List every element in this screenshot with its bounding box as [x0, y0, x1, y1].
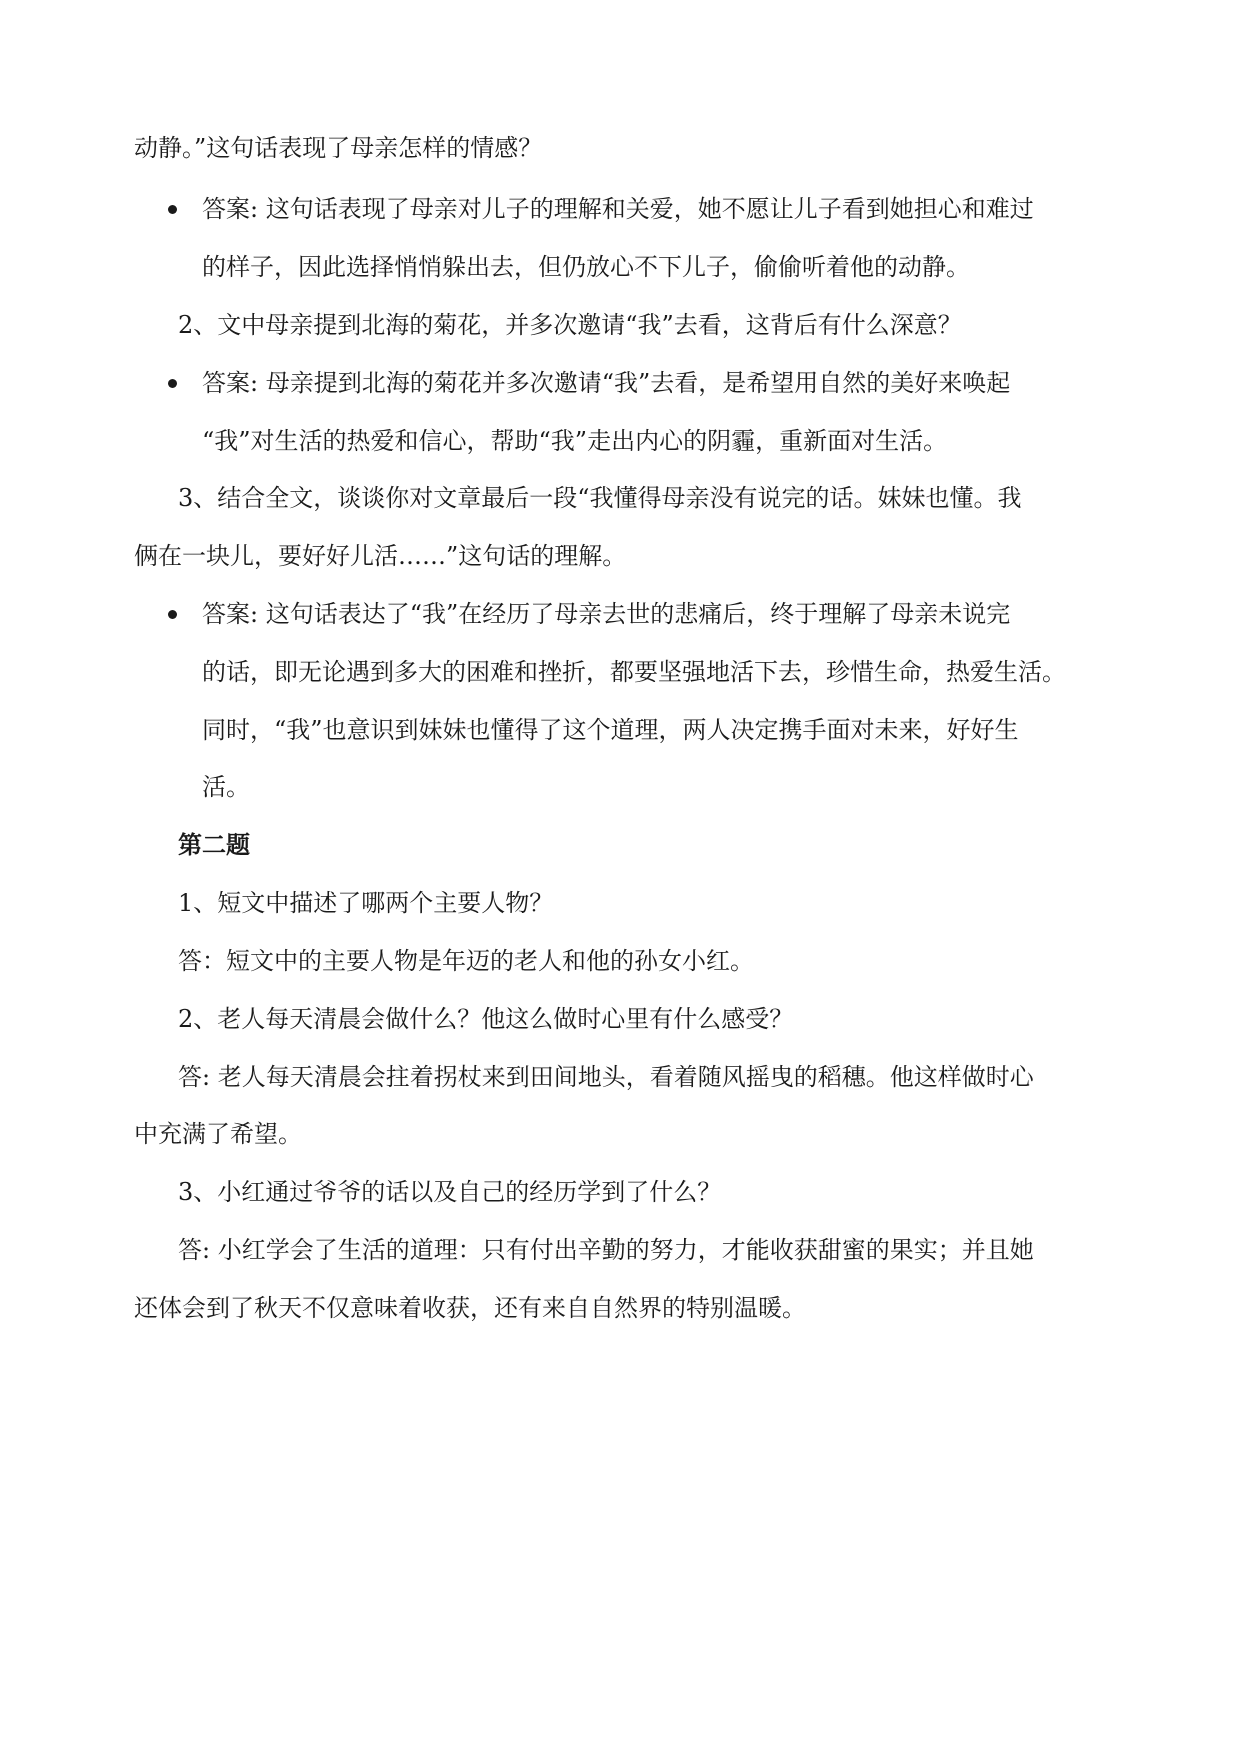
s2-answer-2-line-2: 中充满了希望。	[134, 1120, 302, 1148]
section-heading: 第二题	[178, 830, 250, 859]
answer-3-line-4: 活。	[202, 773, 250, 801]
answer-2-line-1: 答案: 母亲提到北海的菊花并多次邀请“我”去看，是希望用自然的美好来唤起	[202, 369, 1011, 397]
s2-question-3: 3、小红通过爷爷的话以及自己的经历学到了什么？	[178, 1178, 722, 1206]
question-3-line-1: 3、结合全文，谈谈你对文章最后一段“我懂得母亲没有说完的话。妹妹也懂。我	[178, 484, 1022, 512]
answer-3-line-1: 答案: 这句话表达了“我”在经历了母亲去世的悲痛后，终于理解了母亲未说完	[202, 600, 1011, 628]
answer-2-line-2: “我”对生活的热爱和信心，帮助“我”走出内心的阴霾，重新面对生活。	[202, 427, 948, 455]
s2-question-2: 2、老人每天清晨会做什么？他这么做时心里有什么感受？	[178, 1005, 794, 1033]
answer-3-line-2: 的话，即无论遇到多大的困难和挫折，都要坚强地活下去，珍惜生命，热爱生活。	[202, 658, 1066, 686]
answer-3-line-3: 同时，“我”也意识到妹妹也懂得了这个道理，两人决定携手面对未来，好好生	[202, 716, 1019, 744]
s2-answer-2-line-1: 答: 老人每天清晨会拄着拐杖来到田间地头，看着随风摇曳的稻穗。他这样做时心	[178, 1063, 1034, 1091]
bullet-icon	[168, 379, 177, 388]
bullet-icon	[168, 610, 177, 619]
bullet-icon	[168, 205, 177, 214]
s2-answer-1: 答：短文中的主要人物是年迈的老人和他的孙女小红。	[178, 947, 754, 975]
question-3-line-2: 俩在一块儿，要好好儿活……”这句话的理解。	[134, 542, 627, 570]
s2-question-1: 1、短文中描述了哪两个主要人物？	[178, 889, 554, 917]
answer-1-line-2: 的样子，因此选择悄悄躲出去，但仍放心不下儿子，偷偷听着他的动静。	[202, 253, 970, 281]
answer-1-line-1: 答案: 这句话表现了母亲对儿子的理解和关爱，她不愿让儿子看到她担心和难过	[202, 195, 1034, 223]
s2-answer-3-line-2: 还体会到了秋天不仅意味着收获，还有来自自然界的特别温暖。	[134, 1294, 806, 1322]
s2-answer-3-line-1: 答: 小红学会了生活的道理：只有付出辛勤的努力，才能收获甜蜜的果实；并且她	[178, 1236, 1034, 1264]
intro-line: 动静。”这句话表现了母亲怎样的情感？	[134, 134, 543, 162]
question-2: 2、文中母亲提到北海的菊花，并多次邀请“我”去看，这背后有什么深意？	[178, 311, 962, 339]
